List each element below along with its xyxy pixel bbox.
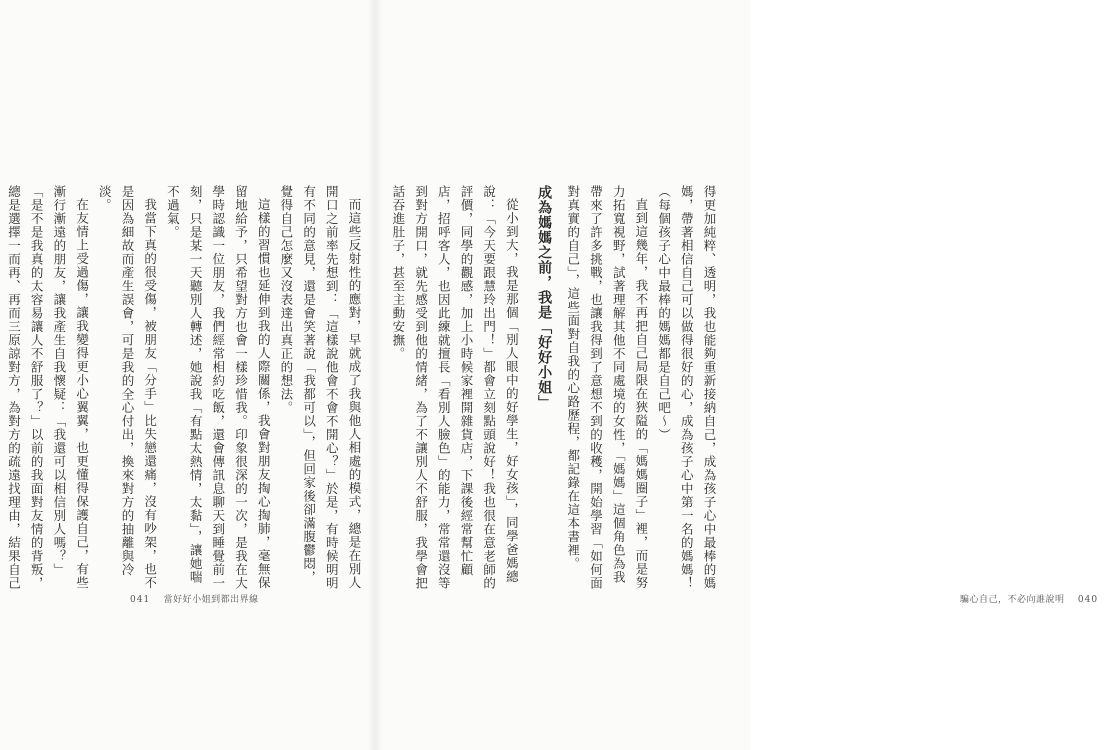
running-head: 騙心自己，不必向誰說明 <box>960 595 1065 605</box>
paragraph: 得更加純粹、透明，我也能夠重新接納自己，成為孩子心中最棒的媽媽，帶著相信自己可以做得很好的心，成為孩子心中第一名的媽媽！（每個孩子心中最棒的媽媽都是自己吧～） <box>656 185 717 590</box>
paragraph: 這樣的習慣也延伸到我的人際關係，我會對朋友掏心掏肺，毫無保留地給予，只希望對方也會一樣珍惜我。印象很深的一次，是我在大學時認識一位朋友，我們經常相約吃飯，還會傳訊息聊天到睡覺前一刻，只是某一天聽別人轉述，她說我「有點太熱情，太黏」，讓她喘不過氣。 <box>165 185 272 590</box>
right-page <box>375 0 1099 750</box>
book-gutter-shadow <box>368 0 382 750</box>
left-page-footer <box>120 592 259 605</box>
right-page-footer <box>960 592 1108 605</box>
paragraph: 在友情上受過傷，讓我變得更小心翼翼，也更懂得保護自己，有些漸行漸遠的朋友，讓我產生自我懷疑：「我還可以相信別人嗎？」「是不是我真的太容易讓人不舒服了？」以前的我面對友情的背叛，總是選擇一而再、再而三原諒對方，為對方的疏遠找理由，結果自己 <box>6 185 90 590</box>
paragraph: 從小到大，我是那個「別人眼中的好學生，好女孩」，同學爸媽總說：「今天要跟慧玲出門！」都會立刻點頭說好！我也很在意老師的評價，同學的觀感，加上小時候家裡開雜貨店，下課後經常幫忙顧店，招呼客人，也因此練就擅長「看別人臉色」的能力，常常還沒等到對方開口，就先感受到他的情緒，為了不讓別人不舒服，我學會把話吞進肚子，甚至主動安撫。 <box>390 185 520 590</box>
paragraph: 我當下真的很受傷，被朋友「分手」比失戀還痛，沒有吵架，也不是因為細故而產生誤會，可是我的全心付出，換來對方的抽離與冷淡。 <box>97 185 158 589</box>
page-number: 041 <box>130 595 151 605</box>
paragraph: 而這些反射性的應對，早就成了我與他人相處的模式，總是在別人開口之前率先想到：「這樣說他會不會不開心？」於是，有時候明明有不同的意見，還是會笑著說「我都可以」，但回家後卻滿腹鬱悶，覺得自己怎麼又沒表達出真正的想法。 <box>278 185 362 590</box>
right-page-body <box>390 185 720 590</box>
page-number: 040 <box>1077 595 1099 605</box>
left-page-body <box>6 185 365 590</box>
running-head: 當好好小姐到都出界線 <box>163 595 259 605</box>
section-heading: 成為媽媽之前，我是「好好小姐」 <box>536 185 553 410</box>
paragraph: 直到這幾年，我不再把自己局限在狹隘的「媽媽圈子」裡，而是努力拓寬視野，試著理解其他不同處境的女性，「媽媽」這個角色為我帶來了許多挑戰，也讓我得到了意想不到的收穫，開始學習「如何面對真實的自己」，這些面對自我的心路歷程，都記錄在這本書裡。 <box>565 185 649 590</box>
left-page <box>0 0 375 750</box>
